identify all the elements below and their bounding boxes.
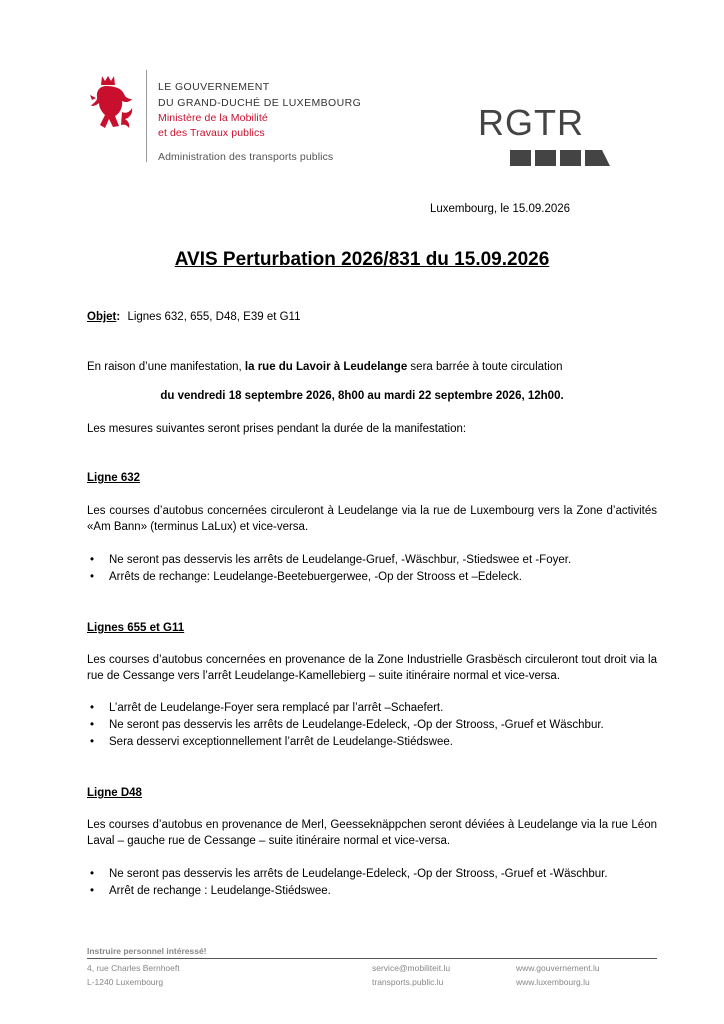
intro-text-before: En raison d’une manifestation, [87,361,245,373]
intro-street-bold: la rue du Lavoir à Leudelange [244,361,408,373]
list-item: • Ne seront pas desservis les arrêts de Leudelange-Edeleck, -Op der Strooss, -Gruef et Wäschbur. [87,717,667,734]
administration-name: Administration des transports publics [158,151,334,163]
footer-divider [87,958,657,959]
subject-colon: : [116,311,121,323]
list-item: • Sera desservi exceptionnellement l’arrêt de Leudelange-Stiédswee. [87,734,667,751]
luxembourg-red-lion-logo-icon [88,72,136,134]
subject-line [87,310,301,325]
footer-web-link-luxembourg[interactable]: www.luxembourg.lu [516,977,590,987]
section-bullets-d48 [87,866,667,900]
footer-email-link[interactable]: service@mobiliteit.lu [372,963,451,973]
ministry-name-line2: et des Travaux publics [158,127,265,139]
section-heading-655-g11: Lignes 655 et G11 [87,622,185,634]
closure-period: du vendredi 18 septembre 2026, 8h00 au mardi 22 septembre 2026, 12h00. [160,390,564,402]
section-bullets-655-g11 [87,700,667,751]
list-item: • Ne seront pas desservis les arrêts de Leudelange-Gruef, -Wäschbur, -Stiedswee et -Foyer. [87,552,667,569]
measures-intro: Les mesures suivantes seront prises pendant la durée de la manifestation: [87,423,467,435]
document-title: AVIS Perturbation 2026/831 du 15.09.2026 [174,249,550,270]
government-name-line1: LE GOUVERNEMENT [158,81,270,93]
intro-text-after: sera barrée à toute circulation [407,361,563,373]
intro-paragraph [87,360,563,375]
rgtr-logo-bar-icon [510,150,610,166]
subject-label: Objet [87,311,117,323]
section-heading-632: Ligne 632 [87,472,141,484]
footer-instruction: Instruire personnel intéressé! [87,946,207,956]
footer-web-link-gouvernement[interactable]: www.gouvernement.lu [516,963,600,973]
list-item: • Arrêts de rechange: Leudelange-Beetebuergerwee, -Op der Strooss et –Edeleck. [87,569,667,586]
place-and-date: Luxembourg, le 15.09.2026 [430,203,571,215]
section-paragraph-655-g11: Les courses d’autobus concernées en provenance de la Zone Industrielle Grasbësch circuleront tout droit via la rue de Cessange vers l’arrêt Leudelange-Kamellebierg – suite itinéraire normal et vice-versa. [87,654,657,682]
footer-site-link[interactable]: transports.public.lu [372,977,444,987]
letterhead-divider [146,70,147,162]
list-item: • L’arrêt de Leudelange-Foyer sera remplacé par l’arrêt –Schaefert. [87,700,667,717]
footer-address-line2: L-1240 Luxembourg [87,977,164,987]
section-heading-d48: Ligne D48 [87,787,142,799]
rgtr-logo-text: RGTR [478,102,584,143]
government-name-line2: DU GRAND-DUCHÉ DE LUXEMBOURG [158,97,362,109]
ministry-name-line1: Ministère de la Mobilité [158,112,268,124]
section-paragraph-632: Les courses d’autobus concernées circuleront à Leudelange via la rue de Luxembourg vers la Zone d’activités «Am Bann» (terminus LaLux) et vice-versa. [87,505,657,533]
section-bullets-632 [87,552,667,586]
list-item: • Arrêt de rechange : Leudelange-Stiédswee. [87,883,667,900]
list-item: • Ne seront pas desservis les arrêts de Leudelange-Edeleck, -Op der Strooss, -Gruef et -Wäschbur. [87,866,667,883]
subject-text: Lignes 632, 655, D48, E39 et G11 [127,311,301,323]
section-paragraph-d48: Les courses d’autobus en provenance de Merl, Geesseknäppchen seront déviées à Leudelange via la rue Léon Laval – gauche rue de Cessange – suite itinéraire normal et vice-versa. [87,819,657,847]
footer-address-line1: 4, rue Charles Bernhoeft [87,963,180,973]
